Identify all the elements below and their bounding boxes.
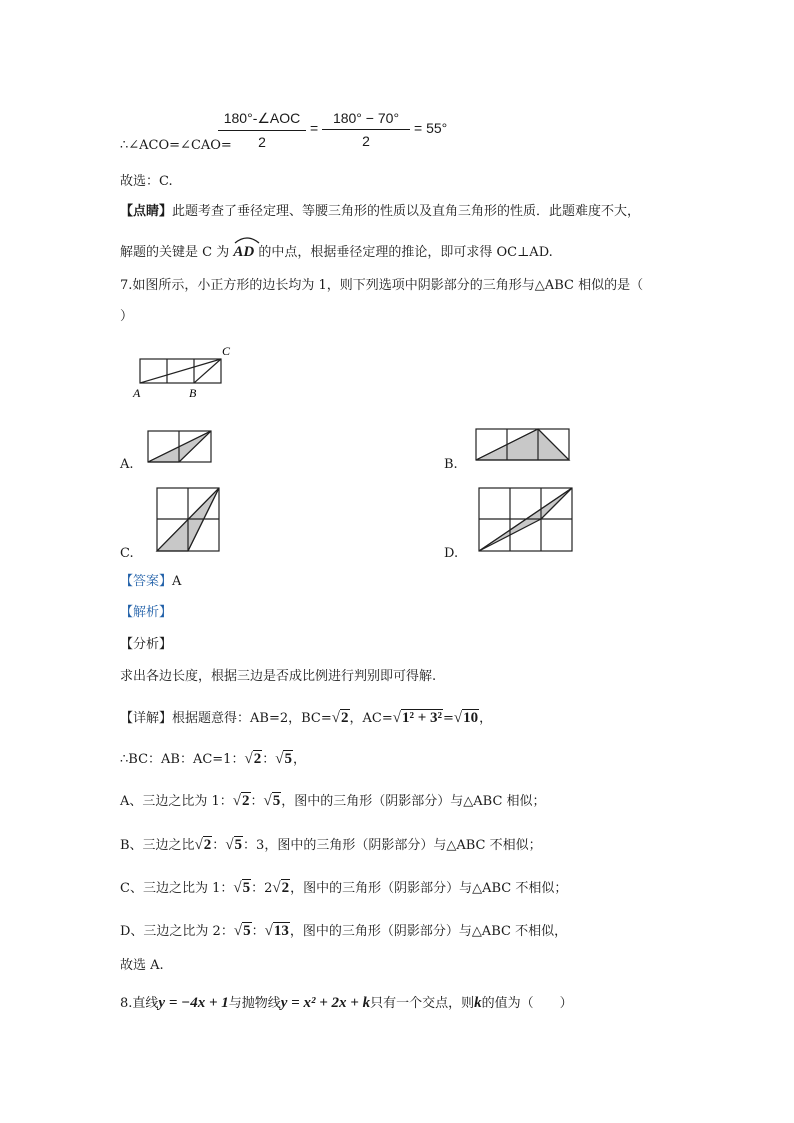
- explain-c-sqrt-1: √5: [233, 880, 251, 896]
- analysis-tag: 【解析】: [120, 605, 173, 620]
- explain-d: [120, 920, 567, 940]
- option-c-label: C.: [120, 546, 134, 561]
- comment-line-1: [120, 200, 640, 219]
- option-b-figure: [474, 427, 574, 463]
- detail-tag: 【详解】: [120, 711, 173, 726]
- explain-a-sep: ：: [250, 794, 264, 809]
- q7-line-2: ）: [120, 309, 134, 324]
- label-a: A: [133, 386, 141, 400]
- option-d-label: D.: [444, 546, 459, 561]
- arc-label: AD: [233, 244, 255, 260]
- q8-k: k: [474, 995, 482, 1011]
- explain-a-sqrt-1-radicand: 2: [242, 793, 250, 809]
- explain-b-sqrt-1: √2: [194, 837, 212, 853]
- fenxi-tag: 【分析】: [120, 637, 173, 652]
- sqrt-ratio-1: √2: [244, 751, 262, 767]
- detail-text: 根据题意得：AB=2，BC=: [172, 711, 332, 726]
- fenxi-text: 求出各边长度，根据三边是否成比例进行判别即可得解.: [120, 669, 437, 684]
- explain-c-mid: ：2: [251, 881, 273, 896]
- comment-text-2-pre: 解题的关键是 C 为: [120, 245, 230, 260]
- sqrt-ratio-2-radicand: 5: [284, 751, 292, 767]
- fraction-1: [218, 110, 306, 150]
- choose-c: 故选：C.: [120, 174, 173, 189]
- q8-post-2: 的值为（ ）: [481, 996, 573, 1011]
- fraction-2: [322, 110, 410, 149]
- detail-line: [120, 707, 492, 727]
- equals-sign: =: [310, 120, 319, 136]
- main-figure: [132, 343, 252, 403]
- q8-post-1: 只有一个交点，则: [370, 996, 475, 1011]
- explain-c-post: ，图中的三角形（阴影部分）与△ABC 不相似；: [290, 881, 568, 896]
- ratio-text: ∴BC：AB：AC=1：: [120, 752, 245, 767]
- explain-d-sep: ：: [251, 924, 265, 939]
- q8-mid: 与抛物线: [228, 996, 281, 1011]
- answer-value: A: [172, 574, 182, 589]
- explain-d-sqrt-1: √5: [233, 923, 251, 939]
- detail-end: ，: [479, 711, 493, 726]
- explain-b-sqrt-2-radicand: 5: [234, 837, 243, 853]
- option-c-figure: [155, 486, 223, 554]
- explain-b-post: ：3，图中的三角形（阴影部分）与△ABC 不相似；: [243, 838, 542, 853]
- fraction-2-numerator: 180° − 70°: [322, 110, 410, 130]
- comment-line-2: [120, 241, 553, 261]
- arc-mark: [234, 236, 260, 244]
- q8-line: [120, 992, 573, 1012]
- explain-c-pre: C、三边之比为 1：: [120, 881, 234, 896]
- option-a-figure: [146, 429, 216, 465]
- detail-ac-eq: =: [443, 711, 454, 726]
- explain-c-sqrt-1-radicand: 5: [242, 880, 251, 896]
- explain-d-sqrt-2: √13: [264, 923, 289, 939]
- sqrt-ac: √1² + 3²: [392, 710, 443, 726]
- option-a-label: A.: [120, 457, 134, 472]
- ratio-line: [120, 748, 306, 768]
- arc-ad: [233, 244, 254, 261]
- aco-prefix: ∴∠ACO=∠CAO=: [120, 138, 232, 153]
- explain-d-post: ，图中的三角形（阴影部分）与△ABC 不相似，: [289, 924, 568, 939]
- choose-a: 故选 A.: [120, 958, 164, 973]
- label-b: B: [189, 386, 197, 400]
- explain-a-pre: A、三边之比为 1：: [120, 794, 233, 809]
- explain-a-post: ，图中的三角形（阴影部分）与△ABC 相似；: [281, 794, 546, 809]
- sqrt-ac-value-radicand: 10: [463, 710, 479, 726]
- sqrt-ac-radicand: 1² + 3²: [401, 710, 443, 726]
- explain-b-pre: B、三边之比: [120, 838, 195, 853]
- q8-line-equation: y = −4x + 1: [158, 995, 229, 1011]
- explain-a-sqrt-2-radicand: 5: [272, 793, 281, 809]
- explain-a-sqrt-2: √5: [263, 793, 281, 809]
- q8-pre: 8.直线: [120, 996, 159, 1011]
- option-b-label: B.: [444, 457, 458, 472]
- explain-c-sqrt-2: √2: [272, 880, 290, 896]
- explain-b: [120, 834, 542, 854]
- explain-d-sqrt-1-radicand: 5: [243, 923, 251, 939]
- sqrt-ratio-2: √5: [275, 751, 292, 767]
- sqrt-ac-value: √10: [453, 710, 479, 726]
- explain-c: [120, 877, 567, 897]
- answer-line: [120, 570, 181, 589]
- comment-tag: 【点睛】: [120, 204, 173, 219]
- aco-result: = 55°: [414, 120, 448, 136]
- explain-c-sqrt-2-radicand: 2: [281, 880, 290, 896]
- ratio-sep: ：: [262, 752, 276, 767]
- answer-tag: 【答案】: [120, 574, 173, 589]
- explain-b-sqrt-2: √5: [225, 837, 243, 853]
- comment-text-2-post: 的中点，根据垂径定理的推论，即可求得 OC⊥AD.: [258, 245, 553, 260]
- detail-ac-label: ，AC=: [349, 711, 393, 726]
- option-d-figure: [477, 486, 577, 554]
- q7-line-1: 7.如图所示，小正方形的边长均为 1，则下列选项中阴影部分的三角形与△ABC 相似的是（: [120, 278, 644, 293]
- explain-a: [120, 790, 546, 810]
- explain-b-sep: ：: [212, 838, 226, 853]
- q8-parabola-equation: y = x² + 2x + k: [280, 995, 371, 1011]
- explain-a-sqrt-1: √2: [232, 793, 250, 809]
- fraction-1-numerator: 180°-∠AOC: [218, 110, 306, 131]
- fraction-1-denominator: 2: [258, 134, 266, 150]
- sqrt-bc: √2: [331, 710, 349, 726]
- sqrt-ratio-1-radicand: 2: [253, 751, 262, 767]
- label-c: C: [222, 344, 231, 358]
- explain-b-sqrt-1-radicand: 2: [203, 837, 212, 853]
- comment-text-1: 此题考查了垂径定理、等腰三角形的性质以及直角三角形的性质．此题难度不大，: [172, 204, 641, 219]
- explain-d-pre: D、三边之比为 2：: [120, 924, 234, 939]
- ratio-end: ，: [292, 752, 306, 767]
- explain-d-sqrt-2-radicand: 13: [273, 923, 289, 939]
- sqrt-bc-radicand: 2: [341, 710, 349, 726]
- fraction-2-denominator: 2: [362, 133, 370, 149]
